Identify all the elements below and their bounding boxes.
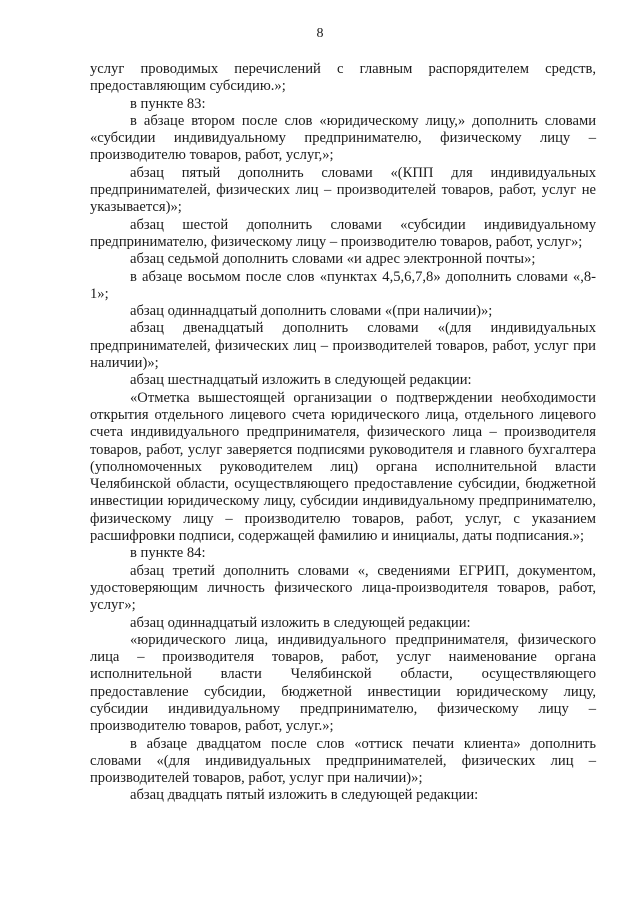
paragraph: в абзаце втором после слов «юридическому лицу,» дополнить словами «субсидии индивидуальному предпринимателю, физическому лицу – производителю товаров, работ, услуг,»; — [90, 112, 596, 164]
paragraph: абзац двенадцатый дополнить словами «(для индивидуальных предпринимателей, физических лиц – производителей товаров, работ, услуг при наличии)»; — [90, 320, 596, 372]
paragraph: абзац одиннадцатый дополнить словами «(при наличии)»; — [130, 303, 493, 320]
page-number: 8 — [316, 26, 324, 41]
paragraph: абзац шестнадцатый изложить в следующей редакции: — [130, 372, 472, 389]
paragraph: услуг проводимых перечислений с главным распорядителем средств, предоставляющим субсидию.»; — [90, 61, 596, 95]
paragraph: абзац двадцать пятый изложить в следующей редакции: — [130, 787, 479, 804]
paragraph: абзац шестой дополнить словами «субсидии индивидуальному предпринимателю, физическому лицу – производителю товаров, работ, услуг»; — [90, 216, 596, 250]
paragraph: в пункте 83: — [130, 95, 206, 112]
paragraph: «Отметка вышестоящей организации о подтверждении необходимости открытия отдельного лицевого счета юридического лица, отдельного лицевого счета индивидуального предпринимателя, физического лица – производителя товаров, работ, услуг заверяется подписями руководителя и главного бухгалтера (уполномоченных руководителем лиц) органа исполнительной власти Челябинской области, осуществляющего предоставление субсидии, бюджетной инвестиции юридическому лицу, субсидии индивидуальному предпринимателю, физическому лицу – производителю товаров, работ, услуг, с указанием расшифровки подписи, содержащей фамилию и инициалы, даты подписания.»; — [90, 389, 596, 545]
paragraph: в пункте 84: — [130, 545, 206, 562]
paragraph: абзац третий дополнить словами «, сведениями ЕГРИП, документом, удостоверяющим личность физического лица-производителя товаров, работ, услуг»; — [90, 562, 596, 614]
document-body — [90, 61, 596, 805]
paragraph: абзац пятый дополнить словами «(КПП для индивидуальных предпринимателей, физических лиц – производителей товаров, работ, услуг не указывается)»; — [90, 164, 596, 216]
paragraph: абзац седьмой дополнить словами «и адрес электронной почты»; — [130, 251, 536, 268]
paragraph: абзац одиннадцатый изложить в следующей редакции: — [130, 614, 471, 631]
paragraph: «юридического лица, индивидуального предпринимателя, физического лица – производителя товаров, работ, услуг наименование органа исполнительной власти Челябинской области, осуществляющего предоставление субсидии, бюджетной инвестиции юридическому лицу, субсидии индивидуальному предпринимателю, физическому лицу – производителю товаров, работ, услуг.»; — [90, 631, 596, 735]
paragraph: в абзаце двадцатом после слов «оттиск печати клиента» дополнить словами «(для индивидуальных предпринимателей, физических лиц – производителей товаров, работ, услуг при наличии)»; — [90, 735, 596, 787]
paragraph: в абзаце восьмом после слов «пунктах 4,5,6,7,8» дополнить словами «,8-1»; — [90, 268, 596, 302]
